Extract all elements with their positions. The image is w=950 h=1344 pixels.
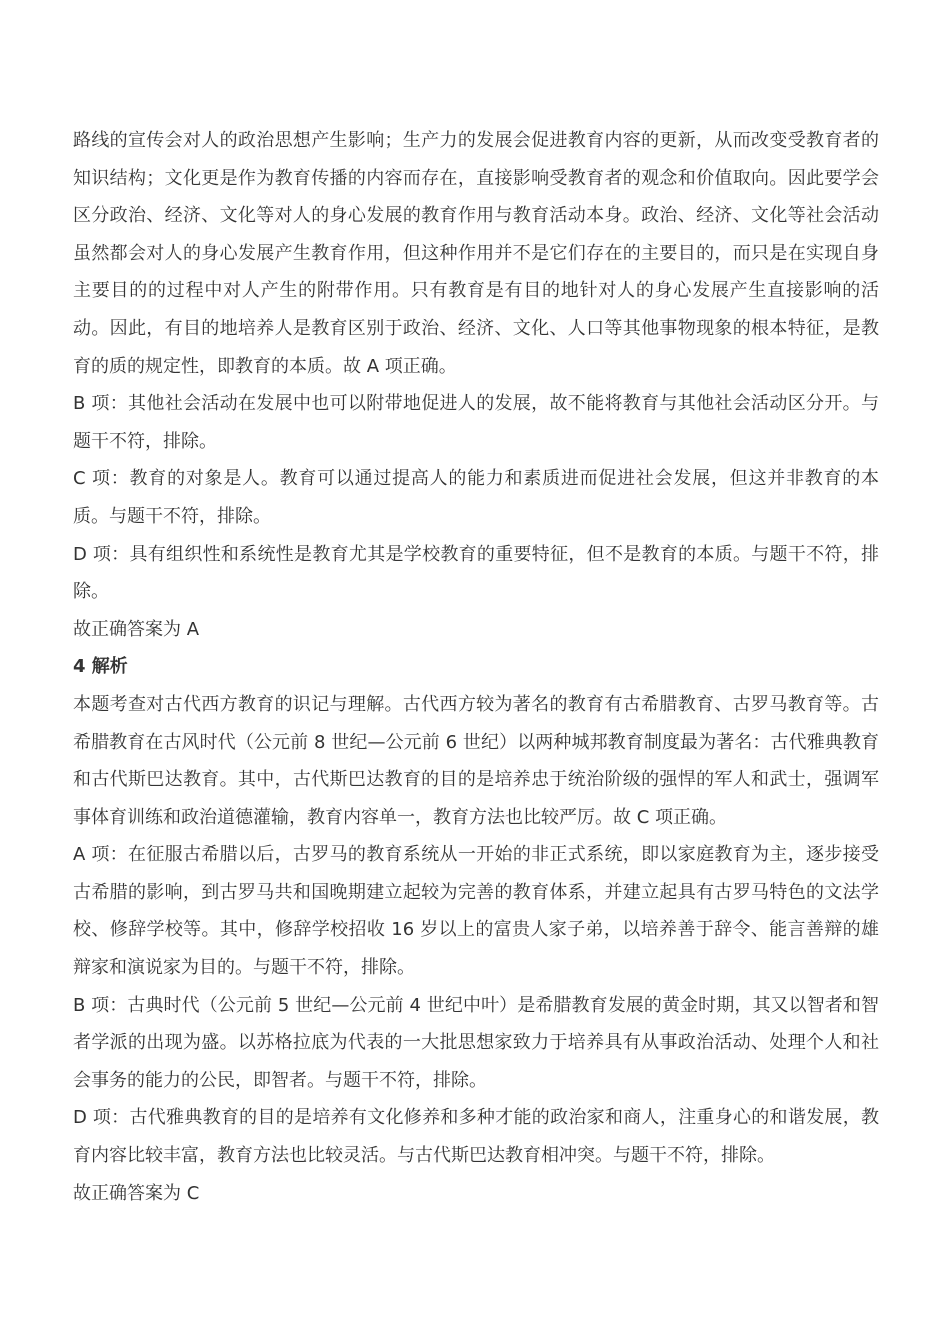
answer-line-c: 故正确答案为 C [73,1182,200,1204]
paragraph-option-a-rome: A 项：在征服古希腊以后，古罗马的教育系统从一开始的非正式系统，即以家庭教育为主，逐步接受古希腊的影响，到古罗马共和国晚期建立起较为完善的教育体系，并建立起具有古罗马特色的文法学校、修辞学校等。其中，修辞学校招收 16 岁以上的富贵人家子弟，以培养善于辞令、能言善辩的雄辩家和演说家为目的。与题干不符，排除。 [73,844,879,979]
paragraph-western-education-intro: 本题考查对古代西方教育的识记与理解。古代西方较为著名的教育有古希腊教育、古罗马教育等。古希腊教育在古风时代（公元前 8 世纪—公元前 6 世纪）以两种城邦教育制度最为著名：古代雅典教育和古代斯巴达教育。其中，古代斯巴达教育的目的是培养忠于统治阶级的强悍的军人和武士，强调军事体育训练和政治道德灌输，教育内容单一，教育方法也比较严厉。故 C 项正确。 [73,693,879,828]
paragraph-option-b-classical: B 项：古典时代（公元前 5 世纪—公元前 4 世纪中叶）是希腊教育发展的黄金时期，其又以智者和智者学派的出现为盛。以苏格拉底为代表的一大批思想家致力于培养具有从事政治活动、处理个人和社会事务的能力的公民，即智者。与题干不符，排除。 [73,994,879,1091]
paragraph-essence-explanation: 路线的宣传会对人的政治思想产生影响；生产力的发展会促进教育内容的更新，从而改变受教育者的知识结构；文化更是作为教育传播的内容而存在，直接影响受教育者的观念和价值取向。因此要学会区分政治、经济、文化等对人的身心发展的教育作用与教育活动本身。政治、经济、文化等社会活动虽然都会对人的身心发展产生教育作用，但这种作用并不是它们存在的主要目的，而只是在实现自身主要目的的过程中对人产生的附带作用。只有教育是有目的地针对人的身心发展产生直接影响的活动。因此，有目的地培养人是教育区别于政治、经济、文化、人口等其他事物现象的根本特征，是教育的质的规定性，即教育的本质。故 A 项正确。 [73,130,879,377]
paragraph-option-d: D 项：具有组织性和系统性是教育尤其是学校教育的重要特征，但不是教育的本质。与题干不符，排除。 [73,543,879,603]
answer-line-a: 故正确答案为 A [73,618,200,640]
paragraph-option-b: B 项：其他社会活动在发展中也可以附带地促进人的发展，故不能将教育与其他社会活动区分开。与题干不符，排除。 [73,393,879,452]
paragraph-option-c: C 项：教育的对象是人。教育可以通过提高人的能力和素质进而促进社会发展，但这并非教育的本质。与题干不符，排除。 [73,468,879,527]
section-4-heading: 4 解析 [73,656,128,678]
document-body [73,122,879,1212]
paragraph-option-d-athens: D 项：古代雅典教育的目的是培养有文化修养和多种才能的政治家和商人，注重身心的和谐发展，教育内容比较丰富，教育方法也比较灵活。与古代斯巴达教育相冲突。与题干不符，排除。 [73,1107,879,1167]
